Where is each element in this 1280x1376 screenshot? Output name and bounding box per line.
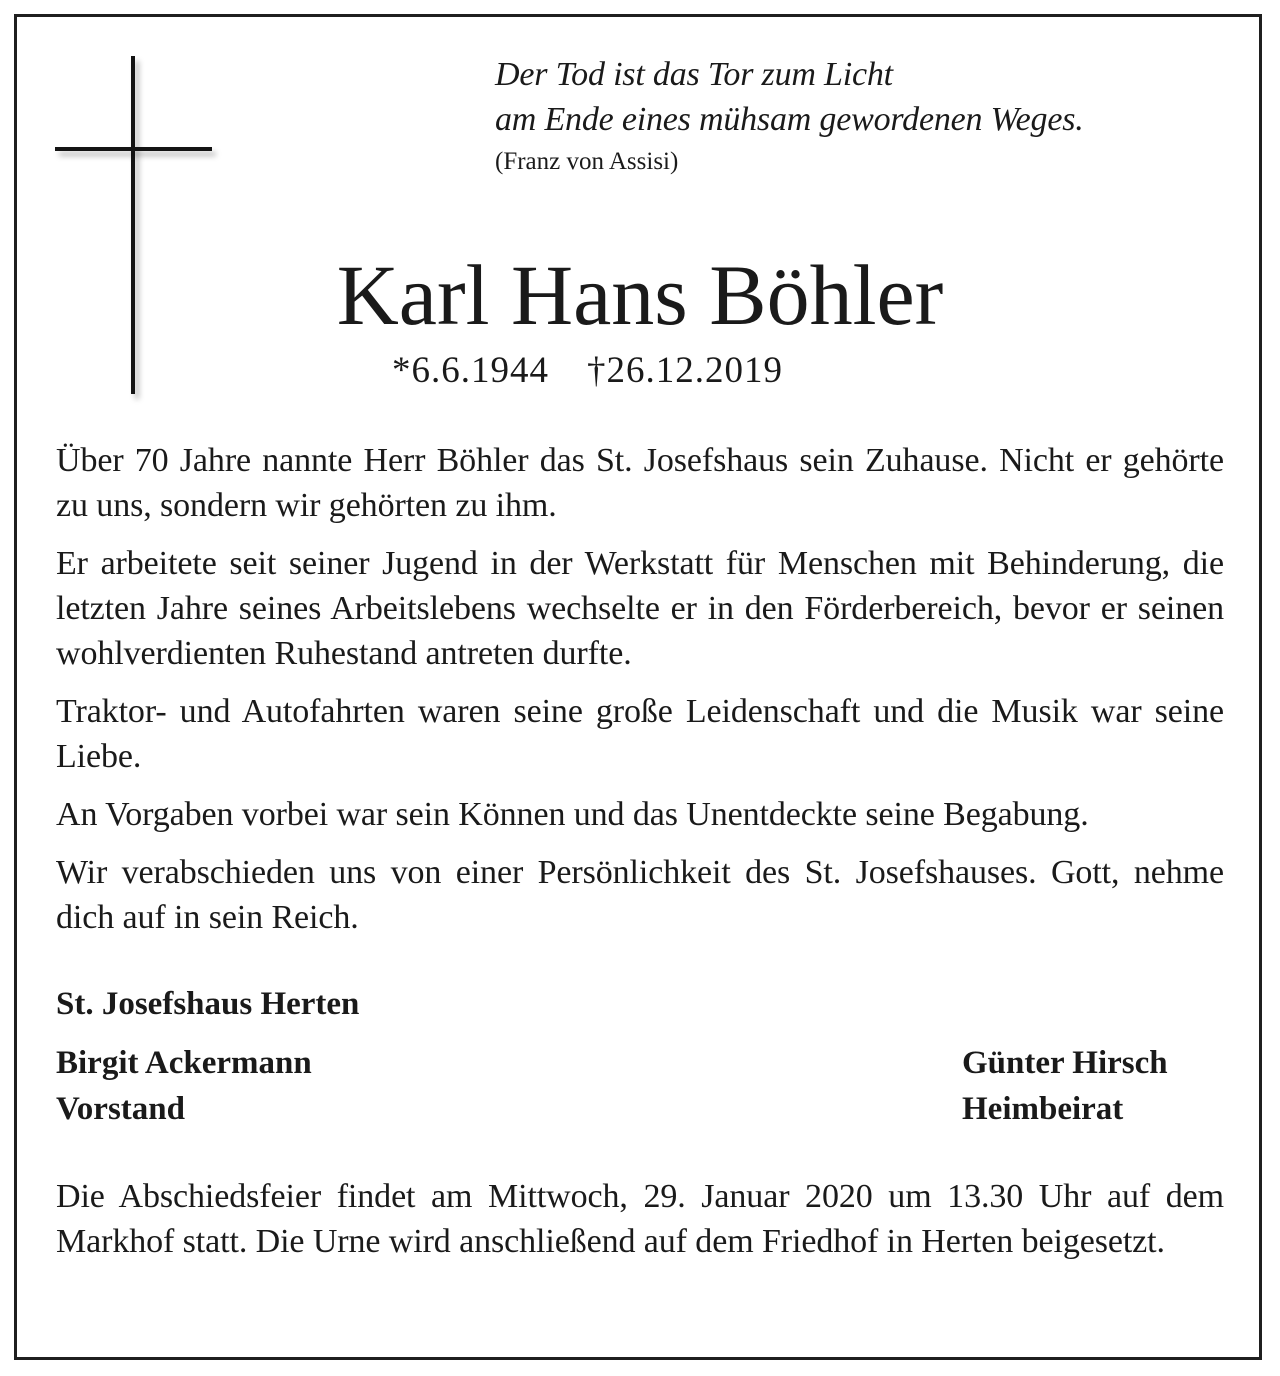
paragraph-4: An Vorgaben vorbei war sein Können und das Unentdeckte seine Begabung. — [56, 796, 1089, 833]
life-dates — [392, 348, 912, 394]
signature-left-role: Vorstand — [56, 1091, 185, 1127]
signature-right-role: Heimbeirat — [962, 1091, 1124, 1127]
paragraph-1: Über 70 Jahre nannte Herr Böhler das St. Josefshaus sein Zuhause. Nicht er gehörte zu uns, sondern wir gehörten zu ihm. — [56, 442, 1224, 524]
deceased-name — [0, 240, 1280, 350]
paragraph-3: Traktor- und Autofahrten waren seine große Leidenschaft und die Musik war seine Liebe. — [56, 693, 1224, 775]
signature-right-name: Günter Hirsch — [962, 1045, 1168, 1081]
quote-block — [495, 52, 1255, 182]
organization-name: St. Josefshaus Herten — [56, 986, 360, 1022]
paragraph-5: Wir verabschieden uns von einer Persönlichkeit des St. Josefshauses. Gott, nehme dich auf in sein Reich. — [56, 854, 1224, 936]
quote-line-2: am Ende eines mühsam gewordenen Weges. — [495, 101, 1084, 138]
paragraph-2: Er arbeitete seit seiner Jugend in der Werkstatt für Menschen mit Behinderung, die letzten Jahre seines Arbeitslebens wechselte er in den Förderbereich, bevor er seinen wohlverdienten Ruhestand antreten durfte. — [56, 545, 1224, 672]
signature-right — [962, 1040, 1168, 1132]
death-date: †26.12.2019 — [587, 350, 783, 391]
funeral-notice: Die Abschiedsfeier findet am Mittwoch, 29. Januar 2020 um 13.30 Uhr auf dem Markhof statt. Die Urne wird anschließend auf dem Friedhof in Herten beigesetzt. — [56, 1178, 1224, 1260]
quote-source: (Franz von Assisi) — [495, 148, 679, 175]
signature-left-name: Birgit Ackermann — [56, 1045, 312, 1081]
birth-date: *6.6.1944 — [392, 350, 549, 391]
cross-horizontal-beam — [55, 147, 212, 151]
obituary-text — [56, 438, 1224, 940]
signature-left — [56, 1040, 312, 1132]
quote-line-1: Der Tod ist das Tor zum Licht — [495, 56, 893, 93]
deceased-name-text: Karl Hans Böhler — [336, 247, 944, 343]
